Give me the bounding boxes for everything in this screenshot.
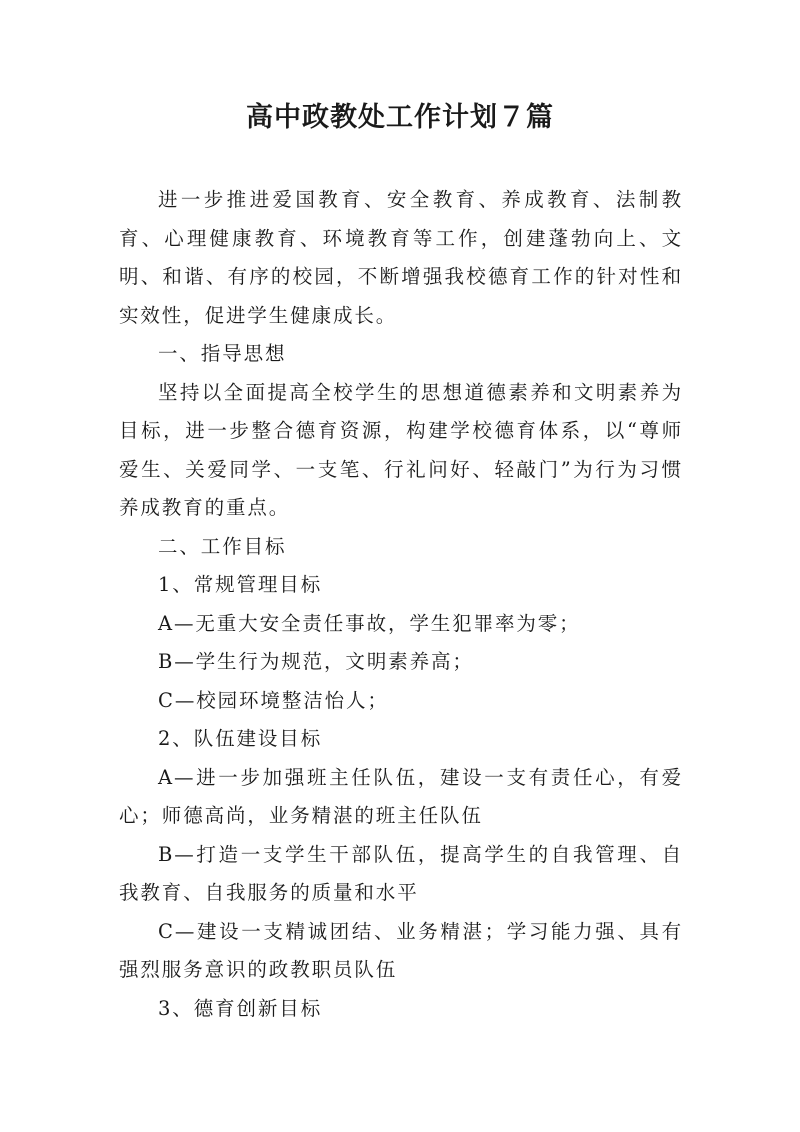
goal-item-a-safety: A—无重大安全责任事故，学生犯罪率为零； [158, 611, 581, 635]
guiding-thought-paragraph: 坚持以全面提高全校学生的思想道德素养和文明素养为目标，进一步整合德育资源，构建学校德育体系，以“尊师爱生、关爱同学、一支笔、行礼问好、轻敲门”为行为习惯养成教育的重点。 [119, 380, 683, 519]
goal-item-b-behavior: B—学生行为规范，文明素养高； [158, 650, 474, 673]
section-heading-guiding-thought: 一、指导思想 [158, 342, 287, 365]
goal-item-c-environment: C—校园环境整洁怡人； [158, 688, 389, 712]
section-heading-work-goals: 二、工作目标 [158, 534, 287, 558]
subheading-team-building: 2、队伍建设目标 [158, 727, 323, 750]
subheading-routine-management: 1、常规管理目标 [158, 573, 323, 596]
document-title: 高中政教处工作计划７篇 [246, 102, 554, 133]
goal-item-c-staff: C—建设一支精诚团结、业务精湛；学习能力强、具有强烈服务意识的政教职员队伍 [119, 919, 683, 981]
goal-item-a-headteachers: A—进一步加强班主任队伍，建设一支有责任心，有爱心；师德高尚，业务精湛的班主任队伍 [119, 765, 683, 827]
intro-paragraph: 进一步推进爱国教育、安全教育、养成教育、法制教育、心理健康教育、环境教育等工作，创建蓬勃向上、文明、和谐、有序的校园，不断增强我校德育工作的针对性和实效性，促进学生健康成长。 [119, 188, 683, 327]
goal-item-b-student-cadres: B—打造一支学生干部队伍，提高学生的自我管理、自我教育、自我服务的质量和水平 [119, 842, 683, 904]
document-body [119, 181, 683, 1028]
subheading-moral-innovation: 3、德育创新目标 [158, 996, 323, 1020]
